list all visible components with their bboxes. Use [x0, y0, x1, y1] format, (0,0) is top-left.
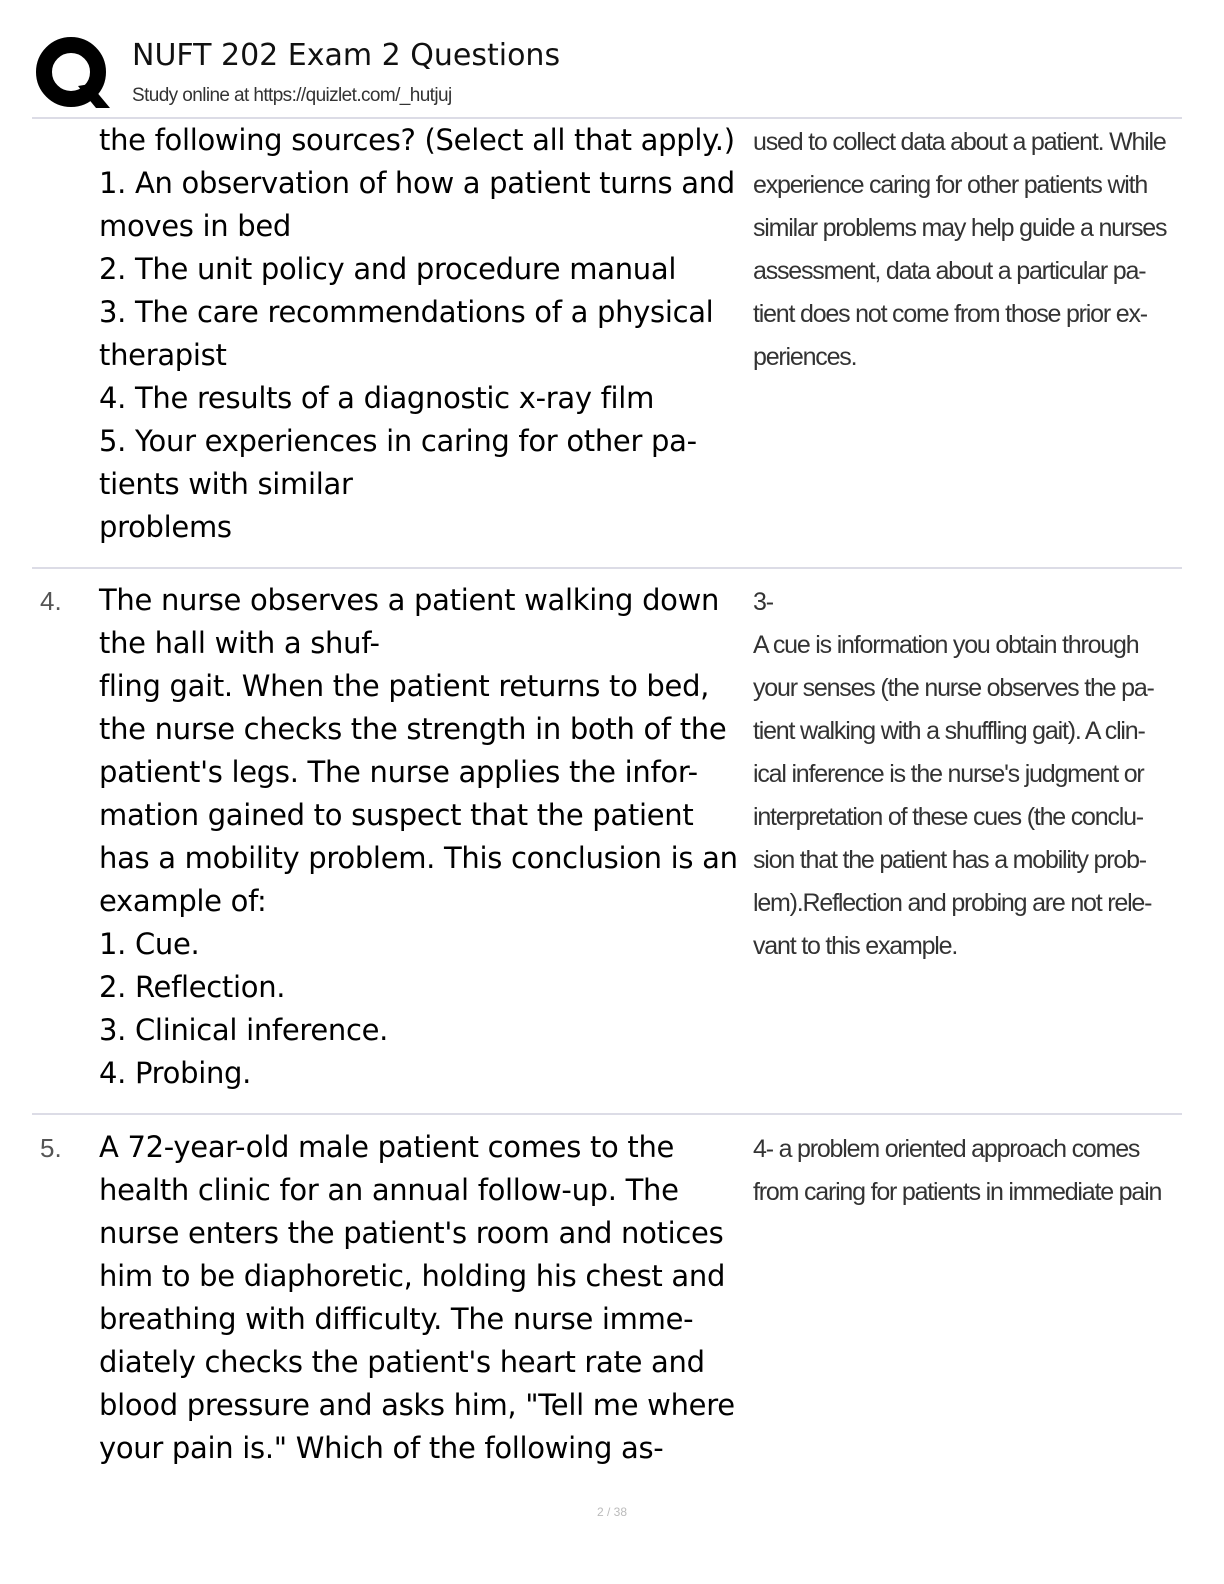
- answer-line: assessment, data about a particular pa-: [753, 257, 1146, 285]
- answer-line: used to collect data about a patient. While: [753, 128, 1166, 156]
- answer-line: A cue is information you obtain through: [753, 631, 1139, 659]
- question-line: problems: [99, 510, 232, 544]
- answer-line: experience caring for other patients with: [753, 171, 1148, 199]
- question-line: fling gait. When the patient returns to bed,: [99, 669, 710, 703]
- answer-line: sion that the patient has a mobility prob-: [753, 846, 1146, 874]
- question-line: A 72-year-old male patient comes to the: [99, 1130, 675, 1164]
- question-line: 3. Clinical inference.: [99, 1013, 389, 1047]
- question-line: The nurse observes a patient walking down: [99, 583, 720, 617]
- question-number: 4.: [40, 586, 62, 616]
- answer-line: your senses (the nurse observes the pa-: [753, 674, 1154, 702]
- question-line: blood pressure and asks him, "Tell me where: [99, 1388, 735, 1422]
- page-header: [0, 0, 1224, 118]
- quizlet-logo-icon: [34, 34, 112, 112]
- card-divider: [32, 567, 1182, 569]
- question-text: [99, 1126, 751, 1470]
- question-line: 5. Your experiences in caring for other pa-: [99, 424, 697, 458]
- answer-line: from caring for patients in immediate pain: [753, 1178, 1162, 1206]
- study-online-link[interactable]: Study online at https://quizlet.com/_hutjuj: [132, 85, 452, 106]
- question-line: breathing with difficulty. The nurse imme-: [99, 1302, 694, 1336]
- question-line: him to be diaphoretic, holding his chest and: [99, 1259, 726, 1293]
- answer-text: [753, 1128, 1173, 1214]
- answer-line: periences.: [753, 343, 857, 371]
- question-line: the hall with a shuf-: [99, 626, 380, 660]
- answer-line: tient walking with a shuffling gait). A clin-: [753, 717, 1145, 745]
- question-line: nurse enters the patient's room and notices: [99, 1216, 724, 1250]
- question-line: the nurse checks the strength in both of the: [99, 712, 727, 746]
- question-line: has a mobility problem. This conclusion is an: [99, 841, 738, 875]
- question-line: 1. An observation of how a patient turns and: [99, 166, 735, 200]
- question-line: 3. The care recommendations of a physical: [99, 295, 714, 329]
- answer-line: ical inference is the nurse's judgment or: [753, 760, 1144, 788]
- answer-line: 3-: [753, 588, 773, 616]
- question-line: moves in bed: [99, 209, 292, 243]
- answer-text: [753, 581, 1173, 968]
- question-text: [99, 579, 751, 1095]
- question-number: 5.: [40, 1133, 62, 1163]
- card-divider: [32, 1113, 1182, 1115]
- answer-line: similar problems may help guide a nurses: [753, 214, 1167, 242]
- question-line: your pain is." Which of the following as-: [99, 1431, 664, 1465]
- question-line: tients with similar: [99, 467, 353, 501]
- question-text: [99, 119, 751, 549]
- question-line: example of:: [99, 884, 267, 918]
- answer-text: [753, 121, 1173, 379]
- answer-line: 4- a problem oriented approach comes: [753, 1135, 1140, 1163]
- question-line: the following sources? (Select all that apply.): [99, 123, 735, 157]
- document-title: NUFT 202 Exam 2 Questions: [132, 38, 561, 73]
- question-line: 2. Reflection.: [99, 970, 286, 1004]
- page-indicator: 2 / 38: [596, 1505, 628, 1519]
- question-line: patient's legs. The nurse applies the infor-: [99, 755, 698, 789]
- question-line: health clinic for an annual follow-up. The: [99, 1173, 679, 1207]
- question-line: 4. The results of a diagnostic x-ray film: [99, 381, 655, 415]
- answer-line: tient does not come from those prior ex-: [753, 300, 1147, 328]
- answer-line: interpretation of these cues (the conclu-: [753, 803, 1143, 831]
- question-line: diately checks the patient's heart rate and: [99, 1345, 705, 1379]
- question-line: therapist: [99, 338, 227, 372]
- answer-line: vant to this example.: [753, 932, 958, 960]
- question-line: mation gained to suspect that the patient: [99, 798, 694, 832]
- question-line: 1. Cue.: [99, 927, 200, 961]
- answer-line: lem).Reflection and probing are not rele-: [753, 889, 1152, 917]
- question-line: 4. Probing.: [99, 1056, 252, 1090]
- question-line: 2. The unit policy and procedure manual: [99, 252, 677, 286]
